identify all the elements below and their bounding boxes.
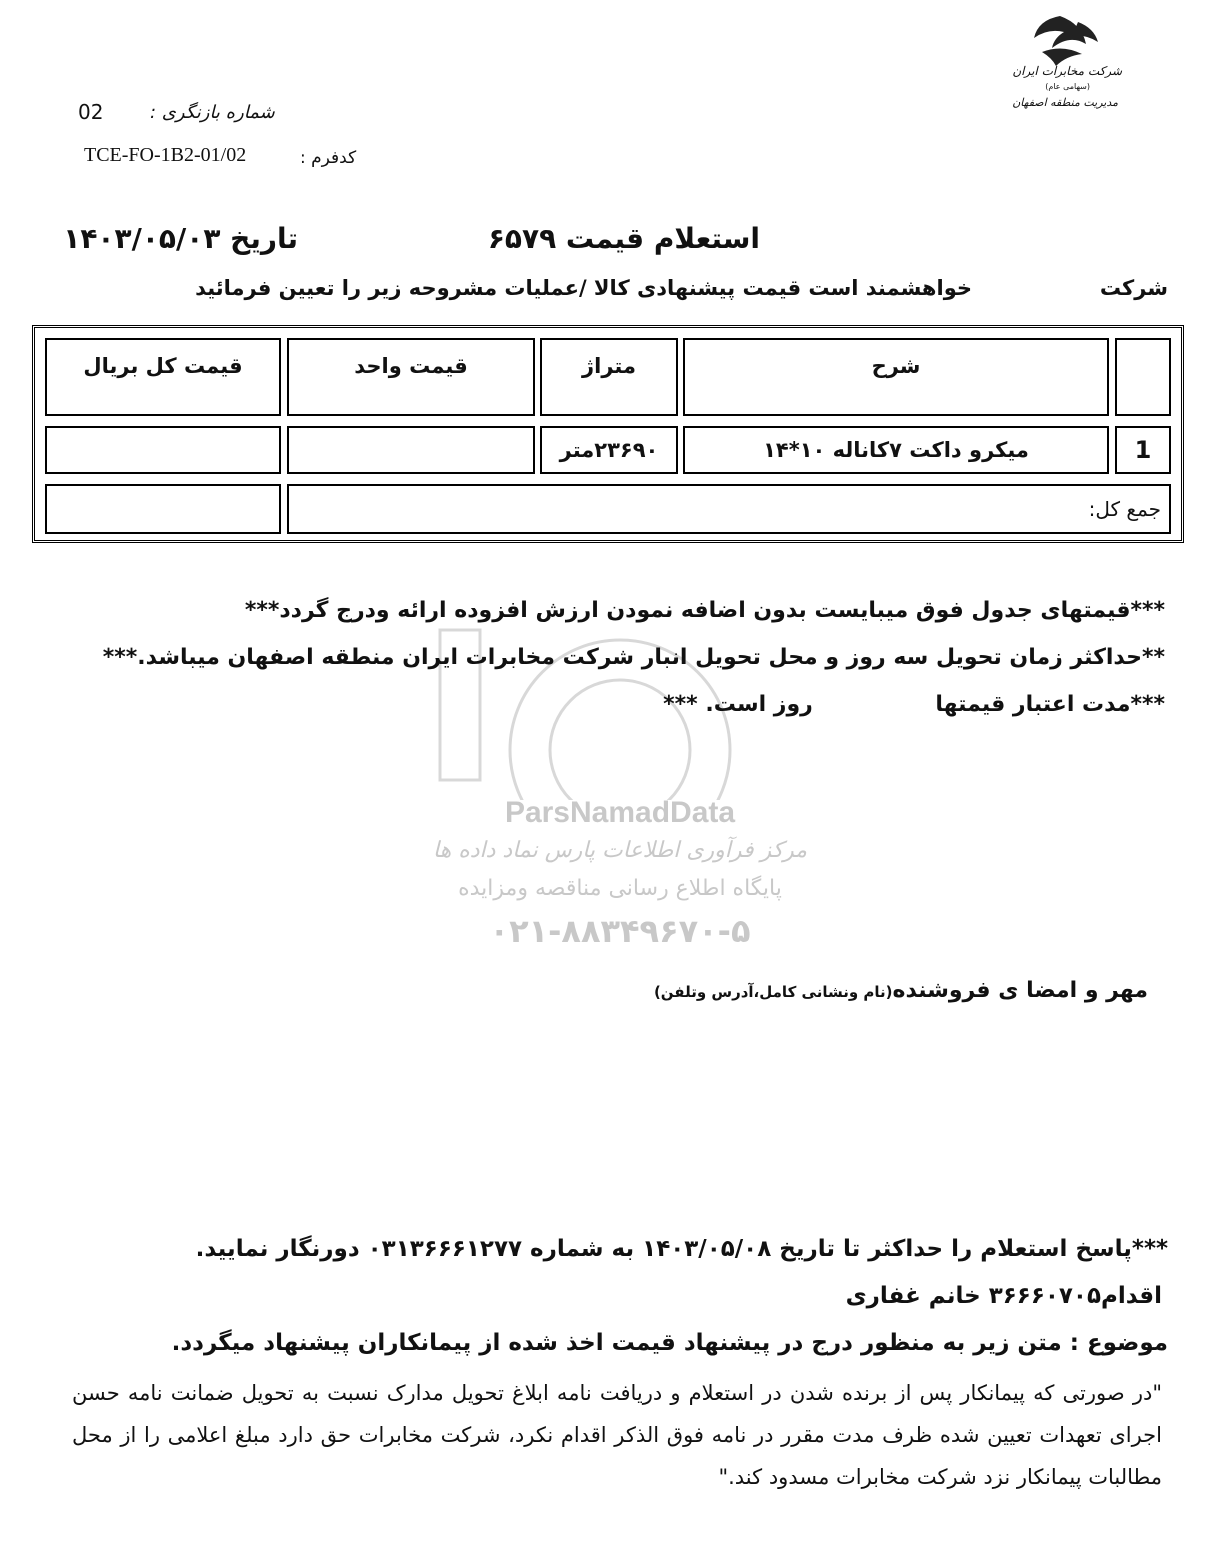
total-label: جمع کل:	[287, 484, 1171, 534]
date-label: تاریخ	[230, 222, 298, 255]
logo-company-type: (سهامی عام)	[1045, 82, 1090, 91]
revision-label: شماره بازنگری :	[150, 102, 275, 123]
quote-table	[32, 325, 1184, 543]
subject-line: موضوع : متن زیر به منظور درج در پیشنهاد قیمت اخذ شده از پیمانکاران پیشنهاد میگردد.	[171, 1330, 1168, 1356]
watermark-line2: پایگاه اطلاع رسانی مناقصه ومزایده	[458, 876, 782, 901]
seller-detail: (نام ونشانی کامل،آدرس وتلفن)	[653, 983, 893, 1001]
total-value-cell[interactable]	[45, 484, 281, 534]
header-quantity: متراژ	[540, 338, 678, 416]
logo-region-name: مدیریت منطقه اصفهان	[1012, 96, 1118, 109]
response-deadline: ***پاسخ استعلام را حداکثر تا تاریخ ۱۴۰۳/۰۵/۰۸ به شماره ۰۳۱۳۶۶۶۱۲۷۷ دورنگار نمایید.	[195, 1236, 1168, 1262]
request-text: خواهشمند است قیمت پیشنهادی کالا /عملیات مشروحه زیر را تعیین فرمائید	[195, 276, 972, 300]
company-label: شرکت	[1099, 276, 1168, 300]
date-block	[58, 222, 298, 255]
revision-value: 02	[78, 100, 104, 124]
header-description: شرح	[683, 338, 1109, 416]
header-unit-price: قیمت واحد	[287, 338, 535, 416]
note-validity: ***مدت اعتبار قیمتها روز است. ***	[663, 692, 1165, 717]
seller-signature	[654, 978, 1148, 1003]
row-quantity: ۲۳۶۹۰متر	[540, 426, 678, 474]
form-code-label: کدفرم :	[300, 148, 357, 168]
form-code-value: TCE-FO-1B2-01/02	[84, 144, 247, 166]
company-logo	[990, 8, 1130, 118]
guarantee-paragraph: "در صورتی که پیمانکار پس از برنده شدن در استعلام و دریافت نامه ابلاغ تحویل مدارک نسبت به تحویل ضمانت نامه حسن اجرای تعهدات تعیین شده ظرف مدت مقرر در نامه فوق الذکر اقدام نکرد، شرکت مخابرات حق دارد مبلغ اعلامی را از محل مطالبات پیمانکار نزد شرکت مخابرات مسدود کند."	[72, 1381, 1162, 1489]
seller-label: مهر و امضا ی فروشنده	[892, 978, 1148, 1003]
row-description: میکرو داکت ۷کاناله ۱۰*۱۴	[683, 426, 1109, 474]
date-value: ۱۴۰۳/۰۵/۰۳	[63, 222, 221, 255]
inquiry-number: ۶۵۷۹	[487, 222, 557, 255]
watermark-brand: ParsNamadData	[504, 796, 736, 829]
header-total-price: قیمت کل بریال	[45, 338, 281, 416]
watermark-phone: ۰۲۱-۸۸۳۴۹۶۷۰-۵	[489, 912, 751, 950]
row-total-price[interactable]	[45, 426, 281, 474]
logo-company-name: شرکت مخابرات ایران	[1012, 64, 1122, 78]
note-delivery: **حداکثر زمان تحویل سه روز و محل تحویل انبار شرکت مخابرات ایران منطقه اصفهان میباشد.***	[102, 645, 1165, 670]
inquiry-title	[487, 222, 760, 255]
contact-line: اقدام۳۶۶۶۰۷۰۵ خانم غفاری	[845, 1283, 1162, 1309]
watermark-line1: مرکز فرآوری اطلاعات پارس نماد داده ها	[432, 838, 808, 863]
note-vat: ***قیمتهای جدول فوق میبایست بدون اضافه نمودن ارزش افزوده ارائه ودرج گردد***	[244, 598, 1165, 623]
row-unit-price[interactable]	[287, 426, 535, 474]
row-number: 1	[1115, 426, 1171, 474]
inquiry-label: استعلام قیمت	[565, 222, 760, 255]
header-row-number-cell	[1115, 338, 1171, 416]
